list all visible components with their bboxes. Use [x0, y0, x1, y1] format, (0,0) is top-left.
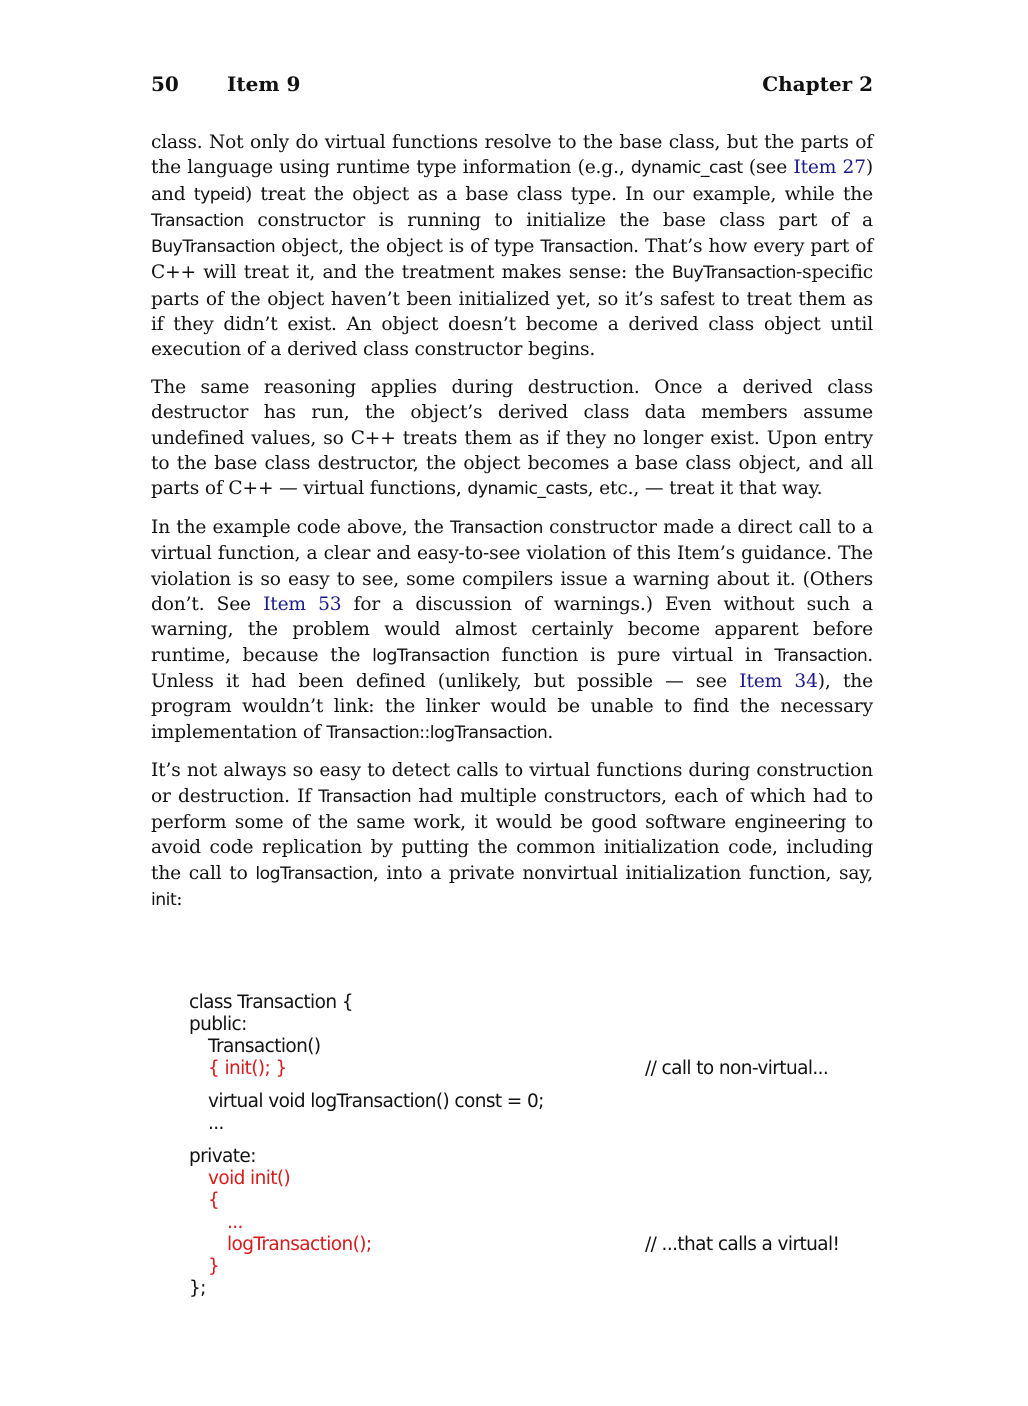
code-text: };	[189, 1278, 206, 1299]
code-text: class Transaction {	[189, 992, 353, 1013]
text-run: object, the object is of type	[275, 236, 541, 258]
inline-code: Transaction	[774, 645, 868, 666]
code-text: ...	[208, 1113, 224, 1134]
text-run: , etc., — treat it that way.	[587, 478, 823, 500]
text-run: . That’s how every part of C++ will treat it, and the treatment makes sense: the	[151, 236, 873, 284]
text-run: ), the program wouldn’t link: the linker would be unable to find the necessary implementation of	[151, 670, 873, 743]
item-cross-reference-link[interactable]: Item 27	[793, 157, 866, 179]
text-run: constructor made a direct call to a virtual function, a clear and easy-to-see violation of this Item’s guidance. The violation is so easy to see, some compilers issue a warning about it. (Others don’t. See	[151, 517, 873, 616]
code-line	[189, 1278, 869, 1300]
text-run: -specific parts of the object haven’t been initialized yet, so it’s safest to treat them as if they didn’t exist. An object doesn’t become a derived class object until execution of a derived class constructor begins.	[151, 262, 873, 361]
text-run: The same reasoning applies during destruction. Once a derived class destructor has run, the object’s derived class data members assume undefined values, so C++ treats them as if they no longer exist. Upon entry to the base class destructor, the object becomes a base class object, and all parts of C++ — virtual functions,	[151, 377, 873, 500]
text-run: .	[547, 721, 554, 743]
code-text: public:	[189, 1014, 247, 1035]
code-text: void init()	[208, 1168, 291, 1189]
code-line	[189, 1168, 869, 1190]
code-spacer	[189, 1080, 869, 1091]
code-line	[189, 1058, 869, 1080]
inline-code: Transaction	[450, 518, 543, 539]
inline-code: Transaction	[151, 210, 244, 231]
code-line	[189, 1014, 869, 1036]
item-label: Item 9	[227, 72, 301, 96]
item-cross-reference-link[interactable]: Item 53	[263, 594, 342, 616]
inline-code: dynamic_cast	[630, 158, 743, 179]
code-line	[189, 1212, 869, 1234]
code-comment: // ...that calls a virtual!	[645, 1234, 840, 1255]
text-run: , into a private nonvirtual initialization function, say,	[372, 862, 873, 884]
chapter-label: Chapter 2	[762, 72, 873, 96]
text-run: (see	[742, 157, 794, 179]
inline-code: Transaction	[318, 786, 412, 807]
code-line	[189, 1190, 869, 1212]
code-text: ...	[227, 1212, 243, 1233]
running-header	[151, 72, 873, 102]
text-run: for a discussion of warnings.) Even without such a warning, the problem would almost certainly become apparent before runtime, because the	[151, 594, 873, 666]
body-text	[151, 130, 873, 926]
inline-code: BuyTransaction	[151, 237, 276, 258]
code-text: }	[208, 1256, 220, 1277]
text-run: function is pure virtual in	[489, 644, 775, 666]
inline-code: Transaction::logTransaction	[326, 722, 548, 743]
inline-code: dynamic_casts	[467, 479, 588, 500]
paragraph	[151, 515, 873, 746]
paragraph	[151, 130, 873, 363]
paragraph	[151, 375, 873, 502]
text-run: :	[176, 888, 183, 910]
inline-code: Transaction	[540, 237, 634, 258]
text-run: ) treat the object as a base class type. In our example, while the	[244, 183, 873, 205]
text-run: class. Not only do virtual functions resolve to the base class, but the parts of the language using runtime type information (e.g.,	[151, 132, 873, 179]
code-listing	[189, 992, 869, 1300]
code-text: logTransaction();	[227, 1234, 372, 1255]
code-comment: // call to non-virtual...	[645, 1058, 829, 1079]
code-line	[189, 1091, 869, 1113]
text-run: In the example code above, the	[151, 517, 451, 539]
inline-code: typeid	[193, 184, 245, 205]
code-text: {	[208, 1190, 220, 1211]
code-line	[189, 1234, 869, 1256]
code-line	[189, 992, 869, 1014]
inline-code: logTransaction	[372, 645, 490, 666]
text-run: ) and	[151, 157, 873, 205]
code-text: { init(); }	[208, 1058, 287, 1079]
inline-code: logTransaction	[255, 863, 373, 884]
code-line	[189, 1036, 869, 1058]
code-text: Transaction()	[208, 1036, 321, 1057]
text-run: It’s not always so easy to detect calls to virtual functions during construction or destruction. If	[151, 760, 873, 807]
text-run: . Unless it had been defined (unlikely, but possible — see	[151, 644, 873, 692]
code-line	[189, 1256, 869, 1278]
code-line	[189, 1146, 869, 1168]
page-number: 50	[151, 72, 179, 96]
code-line	[189, 1113, 869, 1135]
paragraph	[151, 758, 873, 913]
item-cross-reference-link[interactable]: Item 34	[739, 670, 818, 692]
code-spacer	[189, 1135, 869, 1146]
code-text: virtual void logTransaction() const = 0;	[208, 1091, 544, 1112]
text-run: constructor is running to initialize the base class part of a	[243, 209, 873, 231]
text-run: had multiple constructors, each of which had to perform some of the same work, it would be good software engineering to avoid code replication by putting the common initialization code, including the call to	[151, 785, 873, 884]
code-text: private:	[189, 1146, 256, 1167]
inline-code: init	[151, 889, 177, 910]
inline-code: BuyTransaction	[671, 263, 797, 284]
